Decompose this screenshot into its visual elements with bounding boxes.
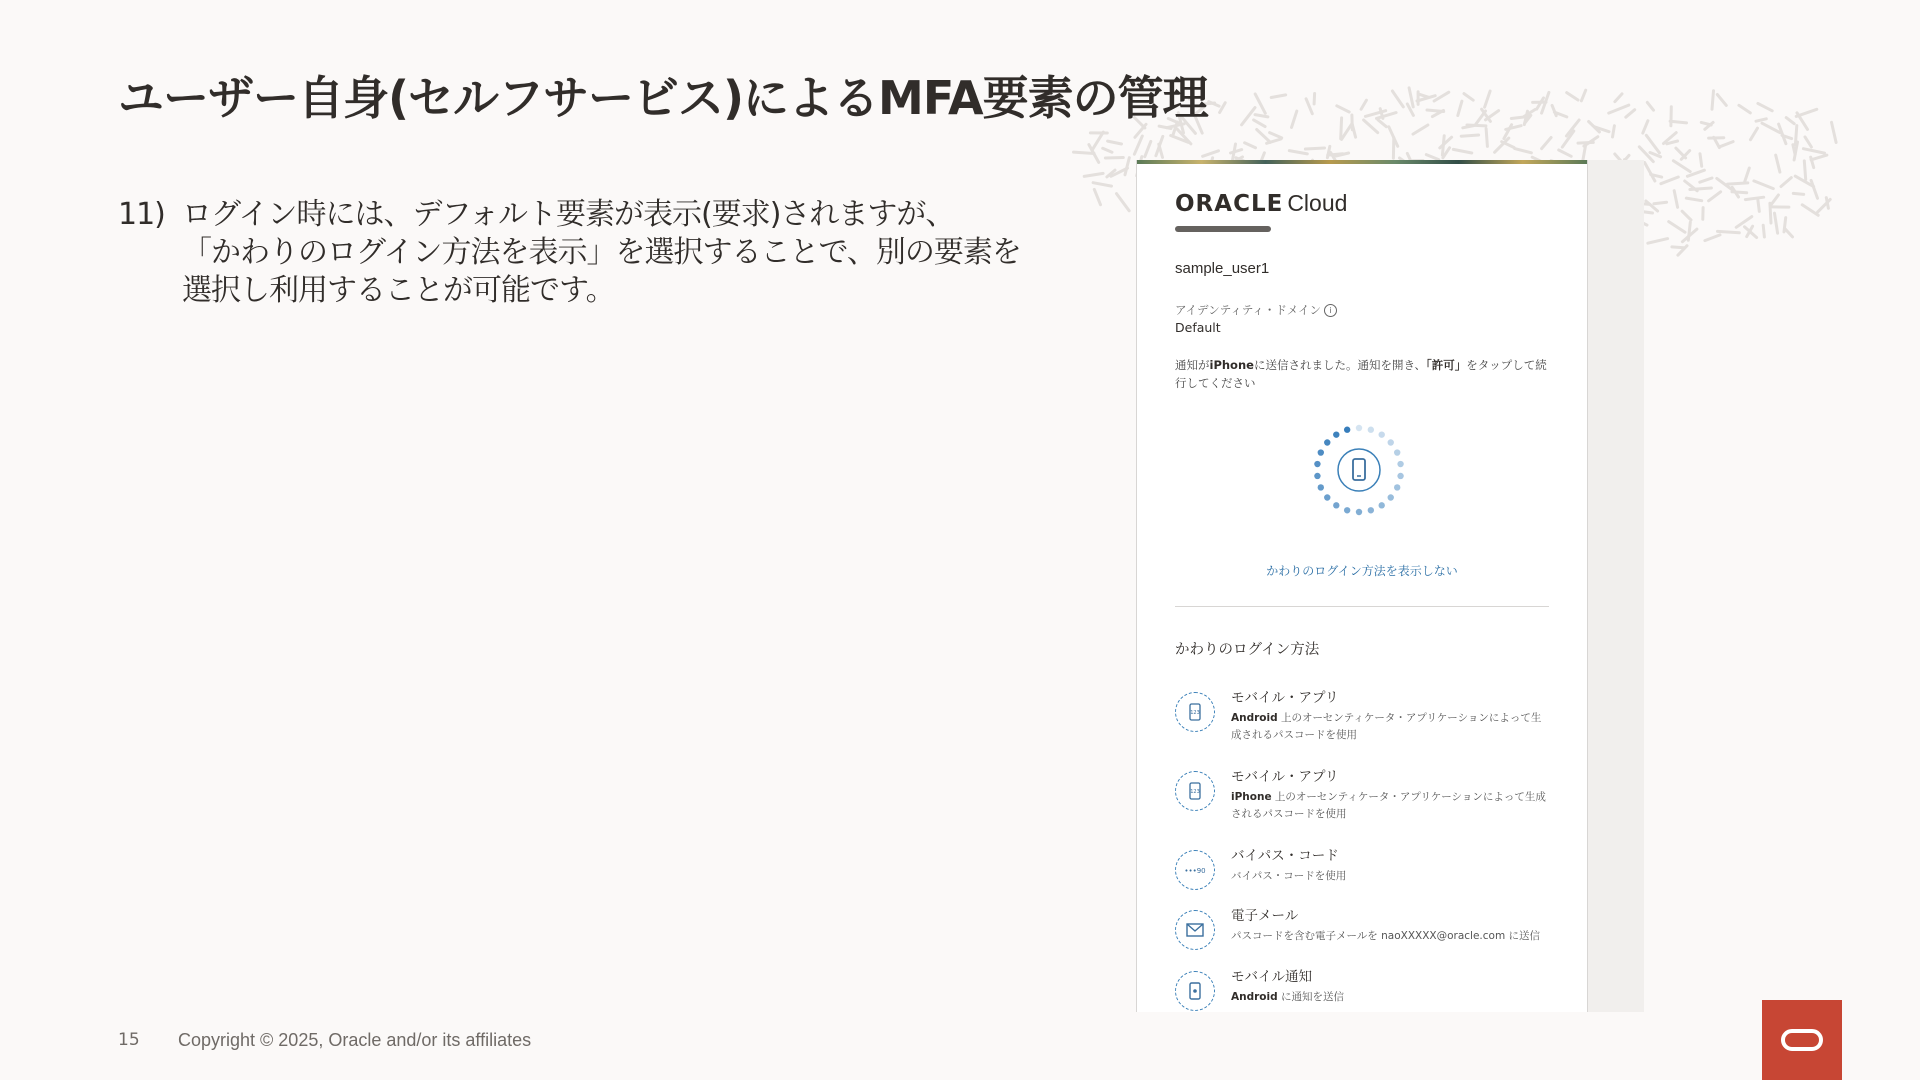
- spinner-dot: [1397, 473, 1403, 479]
- leaf-stroke: [1337, 106, 1349, 112]
- leaf-stroke: [1832, 122, 1837, 142]
- method-mobile-notification[interactable]: [1175, 971, 1555, 1012]
- leaf-stroke: [1654, 202, 1667, 204]
- leaf-stroke: [1270, 133, 1282, 138]
- leaf-stroke: [1515, 149, 1532, 153]
- leaf-stroke: [1314, 94, 1315, 104]
- method-desc-text: バイパス・コードを使用: [1231, 870, 1347, 882]
- spinner-dot: [1368, 427, 1374, 433]
- spinner-dot: [1324, 439, 1330, 445]
- method-description: [1231, 989, 1551, 1006]
- leaf-stroke: [1231, 150, 1242, 153]
- leaf-stroke: [1094, 189, 1100, 204]
- leaf-stroke: [1292, 111, 1297, 127]
- method-mobile-app-android[interactable]: [1175, 692, 1555, 752]
- notice-device: iPhone: [1209, 358, 1254, 372]
- leaf-stroke: [1781, 178, 1791, 187]
- leaf-stroke: [1661, 177, 1678, 184]
- leaf-stroke: [1647, 102, 1653, 110]
- leaf-stroke: [1745, 197, 1763, 199]
- leaf-stroke: [1690, 188, 1712, 190]
- step-number: 11): [118, 197, 165, 232]
- leaf-stroke: [1341, 118, 1342, 139]
- leaf-stroke: [1648, 239, 1668, 244]
- leaf-stroke: [1255, 115, 1268, 117]
- leaf-stroke: [1413, 125, 1428, 134]
- leaf-stroke: [1793, 193, 1803, 194]
- spinner-dot: [1368, 507, 1374, 513]
- method-desc-text: パスコードを含む電子メールを naoXXXXX@oracle.com に送信: [1231, 930, 1541, 942]
- leaf-stroke: [1289, 151, 1307, 154]
- leaf-stroke: [1775, 213, 1778, 233]
- step-line-3: 選択し利用することが可能です。: [182, 273, 615, 308]
- spinner-dot: [1379, 502, 1385, 508]
- leaf-stroke: [1567, 93, 1578, 100]
- spinner-dot: [1333, 431, 1339, 437]
- copyright-text: Copyright © 2025, Oracle and/or its affiliates: [178, 1030, 532, 1050]
- notice-prefix: 通知が: [1175, 358, 1210, 372]
- leaf-stroke: [1700, 178, 1712, 182]
- leaf-stroke: [1700, 154, 1702, 167]
- leaf-stroke: [1242, 108, 1255, 125]
- leaf-stroke: [1306, 99, 1312, 114]
- notice-suffix: をタップして続行してください: [1175, 358, 1547, 390]
- spinner-dot: [1344, 427, 1350, 433]
- leaf-stroke: [1458, 101, 1462, 115]
- identity-domain-label: [1175, 302, 1337, 318]
- method-title: 電子メール: [1231, 908, 1299, 924]
- leaf-stroke: [1461, 135, 1478, 136]
- leaf-stroke: [1717, 95, 1726, 106]
- leaf-stroke: [1559, 150, 1572, 156]
- leaf-stroke: [1804, 161, 1805, 180]
- leaf-stroke: [1802, 205, 1818, 216]
- oracle-logo-badge: [1762, 1000, 1842, 1080]
- bypass-code-icon: [1175, 850, 1215, 890]
- leaf-stroke: [1378, 120, 1386, 127]
- method-bypass-code[interactable]: [1175, 850, 1555, 910]
- svg-text:•••90: •••90: [1184, 867, 1206, 875]
- redacted-tenant-name: [1175, 226, 1271, 232]
- method-desc-text: に通知を送信: [1277, 991, 1344, 1003]
- leaf-stroke: [1209, 102, 1219, 107]
- leaf-stroke: [1328, 154, 1343, 155]
- method-title: モバイル通知: [1231, 969, 1312, 985]
- mobile-app-icon: [1175, 692, 1215, 732]
- identity-domain-value: Default: [1175, 320, 1221, 335]
- waiting-spinner: [1311, 422, 1407, 518]
- email-icon: [1175, 910, 1215, 950]
- leaf-stroke: [1506, 126, 1521, 130]
- leaf-stroke: [1255, 94, 1265, 113]
- leaf-stroke: [1117, 194, 1130, 211]
- leaf-stroke: [1754, 181, 1773, 189]
- alternative-methods-heading: かわりのログイン方法: [1175, 642, 1320, 658]
- method-description: [1231, 868, 1551, 885]
- svg-text:123: 123: [1190, 710, 1200, 716]
- spinner-dot: [1394, 449, 1400, 455]
- leaf-stroke: [1609, 105, 1629, 113]
- leaf-stroke: [1645, 163, 1655, 182]
- slide-title: ユーザー自身(セルフサービス)によるMFA要素の管理: [118, 71, 1208, 125]
- cloud-wordmark: Cloud: [1287, 190, 1348, 216]
- leaf-stroke: [1643, 121, 1648, 133]
- leaf-stroke: [1795, 126, 1796, 145]
- spinner-dot: [1324, 494, 1330, 500]
- oracle-o-icon: [1780, 1028, 1824, 1052]
- username: sample_user1: [1175, 260, 1270, 277]
- leaf-stroke: [1712, 91, 1714, 110]
- notice-allow: 「許可」: [1426, 358, 1467, 372]
- spinner-dot: [1397, 461, 1403, 467]
- method-desc-text: 上のオーセンティケータ・アプリケーションによって生成されるパスコードを使用: [1231, 791, 1546, 820]
- screenshot-shadow: [1586, 160, 1644, 1012]
- leaf-stroke: [1626, 110, 1635, 118]
- leaf-stroke: [1245, 143, 1256, 148]
- step-line-1: ログイン時には、デフォルト要素が表示(要求)されますが、: [182, 197, 955, 232]
- leaf-stroke: [1686, 198, 1701, 201]
- leaf-stroke: [1105, 158, 1123, 159]
- spinner-dot: [1388, 439, 1394, 445]
- header-image-strip: [1137, 160, 1587, 164]
- leaf-stroke: [1728, 183, 1748, 184]
- svg-text:123: 123: [1190, 789, 1200, 795]
- leaf-stroke: [1542, 138, 1552, 149]
- leaf-stroke: [1670, 121, 1686, 123]
- leaf-stroke: [1720, 142, 1734, 147]
- leaf-stroke: [1718, 231, 1740, 232]
- info-icon[interactable]: i: [1324, 304, 1337, 317]
- method-title: モバイル・アプリ: [1231, 769, 1339, 785]
- leaf-stroke: [1220, 103, 1226, 113]
- leaf-stroke: [1453, 149, 1472, 153]
- leaf-stroke: [1669, 222, 1685, 233]
- leaf-stroke: [1785, 229, 1793, 237]
- mobile-notification-icon: [1175, 971, 1215, 1011]
- spinner-dot: [1388, 494, 1394, 500]
- identity-domain-label-text: アイデンティティ・ドメイン: [1175, 303, 1322, 317]
- leaf-stroke: [1705, 235, 1720, 241]
- leaf-stroke: [1615, 94, 1622, 102]
- leaf-stroke: [1125, 158, 1129, 175]
- leaf-stroke: [1103, 148, 1112, 152]
- leaf-stroke: [1093, 183, 1111, 186]
- leaf-stroke: [1485, 91, 1491, 107]
- leaf-stroke: [1361, 100, 1366, 109]
- method-mobile-app-iphone[interactable]: [1175, 771, 1555, 831]
- leaf-stroke: [1758, 199, 1760, 211]
- leaf-stroke: [1672, 247, 1684, 248]
- leaf-stroke: [1581, 90, 1585, 101]
- method-desc-bold: Android: [1231, 991, 1278, 1003]
- leaf-stroke: [1467, 125, 1486, 126]
- leaf-stroke: [1364, 120, 1378, 133]
- step-text: [182, 196, 1021, 310]
- leaf-stroke: [1745, 168, 1750, 182]
- leaf-stroke: [1257, 130, 1271, 143]
- leaf-stroke: [1673, 161, 1690, 172]
- step-line-2: 「かわりのログイン方法を表示」を選択することで、別の要素を: [182, 235, 1021, 270]
- leaf-stroke: [1751, 128, 1758, 140]
- method-email[interactable]: [1175, 910, 1555, 970]
- leaf-stroke: [1758, 103, 1772, 110]
- spinner-dot: [1356, 509, 1362, 515]
- leaf-stroke: [1254, 120, 1266, 127]
- method-desc-text: 上のオーセンティケータ・アプリケーションによって生成されるパスコードを使用: [1231, 712, 1542, 741]
- leaf-stroke: [1442, 136, 1444, 155]
- leaf-stroke: [1203, 151, 1219, 157]
- leaf-stroke: [1613, 126, 1615, 137]
- leaf-stroke: [1476, 111, 1486, 124]
- spinner-dot: [1318, 449, 1324, 455]
- mobile-app-icon: [1175, 771, 1215, 811]
- leaf-stroke: [1084, 173, 1103, 176]
- leaf-stroke: [1739, 105, 1750, 113]
- leaf-stroke: [1763, 225, 1764, 237]
- leaf-stroke: [1464, 94, 1473, 101]
- leaf-stroke: [1305, 148, 1324, 149]
- spinner-dot: [1333, 502, 1339, 508]
- leaf-stroke: [1756, 119, 1766, 121]
- leaf-stroke: [1674, 191, 1677, 208]
- leaf-stroke: [1392, 91, 1403, 107]
- leaf-stroke: [1811, 180, 1817, 198]
- leaf-stroke: [1682, 211, 1691, 220]
- divider: [1175, 606, 1549, 607]
- leaf-stroke: [1108, 141, 1122, 144]
- spinner-dot: [1344, 507, 1350, 513]
- method-title: モバイル・アプリ: [1231, 690, 1339, 706]
- leaf-stroke: [1709, 192, 1721, 201]
- leaf-stroke: [1811, 155, 1827, 160]
- method-desc-bold: iPhone: [1231, 791, 1272, 803]
- method-desc-bold: Android: [1231, 712, 1278, 724]
- method-description: [1231, 789, 1551, 823]
- spinner-dot: [1379, 431, 1385, 437]
- push-notification-message: [1175, 356, 1555, 392]
- leaf-stroke: [1646, 135, 1659, 153]
- page-number: 15: [118, 1030, 140, 1050]
- leaf-stroke: [1426, 155, 1438, 160]
- leaf-stroke: [1770, 195, 1778, 206]
- leaf-stroke: [1145, 141, 1151, 156]
- leaf-stroke: [1667, 141, 1678, 144]
- leaf-stroke: [1271, 95, 1286, 98]
- spinner-dot: [1318, 484, 1324, 490]
- leaf-stroke: [1786, 118, 1794, 124]
- leaf-stroke: [1134, 136, 1142, 154]
- leaf-stroke: [1770, 203, 1771, 223]
- method-title: バイパス・コード: [1231, 848, 1339, 864]
- spinner-dot: [1356, 425, 1362, 431]
- leaf-stroke: [1486, 129, 1487, 147]
- notice-middle: に送信されました。通知を開き、: [1253, 358, 1426, 372]
- oracle-cloud-logo: [1175, 190, 1347, 217]
- leaf-stroke: [1776, 155, 1780, 172]
- hide-alternative-methods-link[interactable]: かわりのログイン方法を表示しない: [1266, 564, 1458, 578]
- oracle-wordmark: ORACLE: [1175, 191, 1284, 217]
- leaf-stroke: [1409, 88, 1413, 107]
- leaf-stroke: [1074, 152, 1095, 153]
- method-description: [1231, 710, 1551, 744]
- spinner-dot: [1314, 461, 1320, 467]
- login-screenshot: [1136, 160, 1588, 1012]
- leaf-stroke: [1803, 149, 1824, 153]
- leaf-stroke: [1805, 137, 1811, 147]
- leaf-stroke: [1342, 124, 1352, 140]
- spinner-dot: [1394, 484, 1400, 490]
- spinner-dot: [1314, 473, 1320, 479]
- method-description: [1231, 928, 1551, 945]
